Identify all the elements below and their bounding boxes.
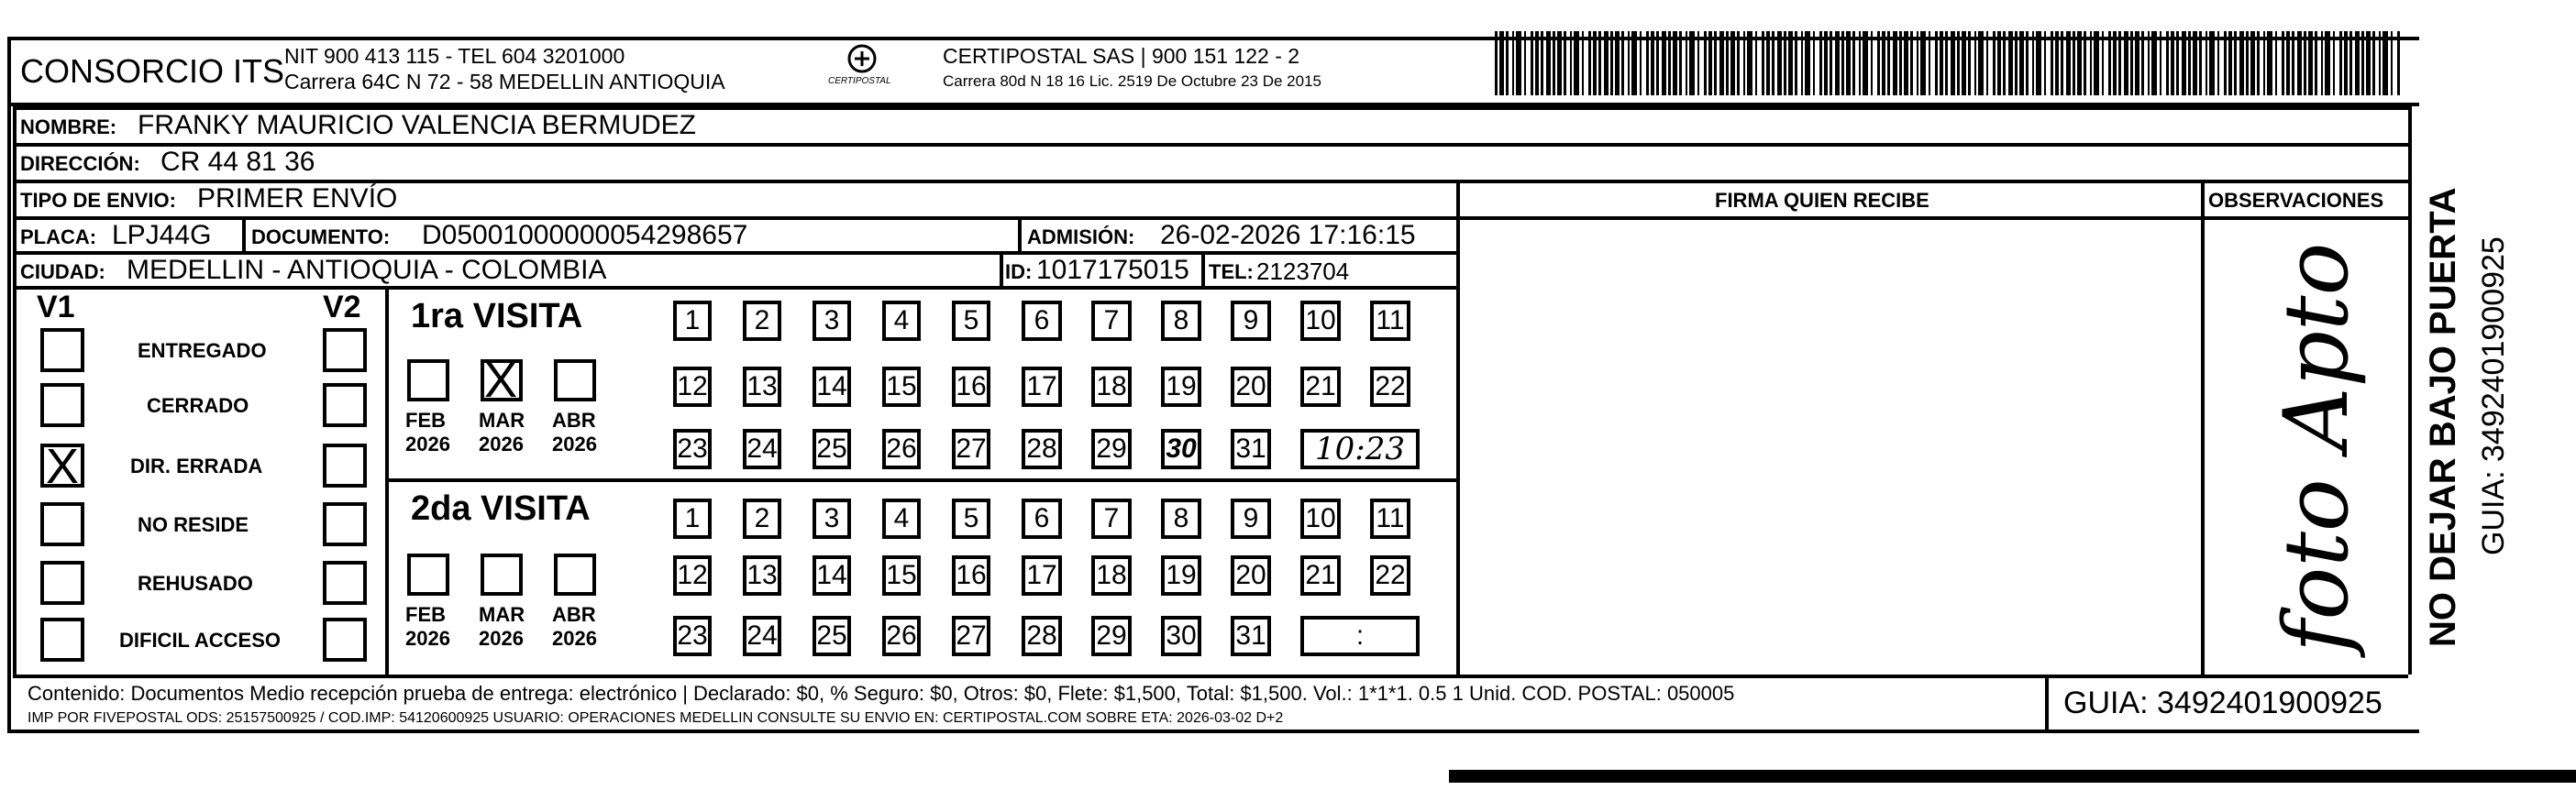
barcode-bar — [2224, 31, 2227, 95]
visita1-day-box[interactable]: 5 — [952, 301, 990, 341]
barcode-bar — [1846, 31, 1851, 95]
v1-checkbox[interactable] — [40, 618, 84, 662]
barcode-bar — [1887, 31, 1890, 95]
barcode-bar — [1997, 31, 2001, 95]
barcode-bar — [1574, 31, 1579, 95]
tipo-label: TIPO DE ENVIO: — [20, 189, 176, 212]
barcode-bar — [1621, 31, 1624, 95]
barcode-bar — [2257, 31, 2260, 95]
barcode-bar — [2182, 31, 2186, 95]
observaciones-header: OBSERVACIONES — [2208, 189, 2384, 212]
company-nit: NIT 900 413 115 - TEL 604 3201000 — [284, 44, 625, 68]
barcode-bar — [2051, 31, 2053, 95]
v1-checkbox[interactable] — [40, 328, 84, 372]
barcode-bar — [1835, 31, 1840, 95]
company-name: CONSORCIO ITS — [20, 52, 285, 90]
visita1-day-box[interactable]: 15 — [882, 367, 921, 407]
barcode-bar — [2315, 31, 2317, 95]
barcode-bar — [2036, 31, 2041, 95]
barcode-bar — [2397, 31, 2400, 95]
visita2-day-box[interactable]: 23 — [673, 616, 712, 656]
visita1-day-box[interactable]: 20 — [1231, 367, 1271, 407]
barcode-bar — [1689, 31, 1695, 95]
admision-value: 26-02-2026 17:16:15 — [1160, 220, 1416, 250]
barcode-bar — [2113, 31, 2117, 95]
company-address: Carrera 64C N 72 - 58 MEDELLIN ANTIOQUIA — [284, 70, 725, 93]
barcode-bar — [1784, 31, 1786, 95]
visita2-title: 2da VISITA — [411, 489, 591, 528]
visita2-day-box[interactable]: 29 — [1091, 616, 1132, 656]
barcode-bar — [1993, 31, 1996, 95]
barcode-bar — [1819, 31, 1822, 95]
barcode-bar — [2250, 31, 2255, 95]
barcode-bar — [2286, 31, 2290, 95]
status-label: DIFICIL ACCESO — [119, 629, 282, 652]
barcode-bar — [2304, 31, 2306, 95]
firma-header: FIRMA QUIEN RECIBE — [1715, 189, 1929, 212]
v1-header: V1 — [37, 290, 75, 324]
barcode-bar — [2193, 31, 2197, 95]
visita1-title: 1ra VISITA — [411, 297, 583, 335]
visita1-day-box[interactable]: 4 — [882, 301, 921, 341]
barcode-bar — [1863, 31, 1868, 95]
visita2-day-box[interactable]: 15 — [882, 555, 921, 596]
barcode-bar — [2061, 31, 2063, 95]
visita1-day-box[interactable]: 27 — [952, 429, 990, 469]
footer-line2: IMP POR FIVEPOSTAL ODS: 25157500925 / COD.IMP: 54120600925 USUARIO: OPERACIONES MEDELLIN CONSULTE SU ENVIO EN: CERTIPOSTAL.COM SOBRE ETA: 2026-03-02 D+2 — [28, 710, 1284, 726]
barcode — [1495, 31, 2403, 95]
barcode-bar — [2199, 31, 2202, 95]
visita2-day-box[interactable]: 18 — [1091, 555, 1132, 596]
visita2-day-box[interactable]: 20 — [1231, 555, 1271, 596]
barcode-bar — [2379, 31, 2381, 95]
barcode-bar — [2282, 31, 2284, 95]
direccion-value: CR 44 81 36 — [160, 147, 315, 177]
barcode-bar — [1598, 31, 1601, 95]
barcode-bar — [1859, 31, 1861, 95]
barcode-bar — [2321, 31, 2323, 95]
visita2-day-box[interactable]: 13 — [743, 555, 781, 596]
barcode-bar — [2217, 31, 2219, 95]
visita1-day-box[interactable]: 11 — [1370, 301, 1410, 341]
visita1-day-box[interactable]: 17 — [1022, 367, 1062, 407]
barcode-bar — [1974, 31, 1976, 95]
barcode-bar — [1506, 31, 1509, 95]
visita1-day-box[interactable]: 25 — [813, 429, 851, 469]
barcode-bar — [1910, 31, 1913, 95]
barcode-bar — [1708, 31, 1712, 95]
visita1-year-label: 2026 — [405, 433, 450, 455]
visita2-month-label: MAR — [479, 603, 525, 626]
visita2-year-label: 2026 — [479, 627, 524, 650]
visita1-day-box[interactable]: 14 — [813, 367, 851, 407]
visita1-day-box[interactable]: 7 — [1091, 301, 1132, 341]
visita1-day-box[interactable]: 9 — [1231, 301, 1271, 341]
visita2-day-box[interactable]: 19 — [1161, 555, 1201, 596]
barcode-bar — [1535, 31, 1539, 95]
visita1-day-box[interactable]: 16 — [952, 367, 990, 407]
barcode-bar — [2066, 31, 2071, 95]
barcode-bar — [1893, 31, 1897, 95]
visita1-day-box[interactable]: 31 — [1231, 429, 1271, 469]
barcode-bar — [1951, 31, 1955, 95]
barcode-bar — [1968, 31, 1971, 95]
visita1-day-box[interactable]: 19 — [1161, 367, 1201, 407]
barcode-bar — [1570, 31, 1572, 95]
v2-checkbox[interactable] — [323, 618, 367, 662]
barcode-bar — [1656, 31, 1659, 95]
barcode-bar — [1714, 31, 1717, 95]
visita2-day-box[interactable]: 14 — [813, 555, 851, 596]
barcode-bar — [1686, 31, 1687, 95]
barcode-bar — [2267, 31, 2272, 95]
barcode-bar — [1668, 31, 1671, 95]
barcode-bar — [1651, 31, 1654, 95]
barcode-bar — [1495, 31, 1498, 95]
visita2-month-label: FEB — [405, 603, 446, 626]
barcode-bar — [2246, 31, 2249, 95]
visita2-day-box[interactable]: 11 — [1370, 499, 1410, 539]
barcode-bar — [2108, 31, 2111, 95]
direccion-label: DIRECCIÓN: — [20, 152, 140, 175]
barcode-bar — [2209, 31, 2215, 95]
certipostal-line2: Carrera 80d N 18 16 Lic. 2519 De Octubre 23 De 2015 — [943, 72, 1321, 90]
visita1-day-box[interactable]: 2 — [743, 301, 781, 341]
barcode-bar — [1610, 31, 1613, 95]
barcode-bar — [2141, 31, 2144, 95]
visita2-day-box[interactable]: 30 — [1161, 616, 1201, 656]
bottom-strip — [1449, 770, 2576, 783]
side-warning: NO DEJAR BAJO PUERTA — [2423, 187, 2463, 647]
v1-checkbox[interactable] — [40, 561, 84, 605]
visita2-day-box[interactable]: 27 — [952, 616, 990, 656]
tel-label: TEL: — [1209, 260, 1254, 283]
barcode-bar — [2118, 31, 2121, 95]
barcode-bar — [2124, 31, 2128, 95]
status-label: NO RESIDE — [138, 513, 249, 536]
barcode-bar — [1615, 31, 1620, 95]
v2-checkbox[interactable] — [323, 328, 367, 372]
visita1-day-box[interactable]: 24 — [743, 429, 781, 469]
visita2-day-box[interactable]: 26 — [882, 616, 921, 656]
barcode-bar — [1697, 31, 1699, 95]
visita1-year-label: 2026 — [552, 433, 597, 455]
visita2-day-box[interactable]: 16 — [952, 555, 990, 596]
footer-line1: Contenido: Documentos Medio recepción prueba de entrega: electrónico | Declarado: $0, % Seguro: $0, Otros: $0, Flete: $1,500, Total: $1,500. Vol.: 1*1*1. 0.5 1 Unid. COD. POSTAL: 050005 — [28, 682, 1735, 705]
visita2-day-box[interactable]: 5 — [952, 499, 990, 539]
barcode-bar — [1743, 31, 1745, 95]
observacion-handwriting: foto Apto — [2265, 242, 2368, 653]
barcode-bar — [2084, 31, 2086, 95]
barcode-bar — [1871, 31, 1873, 95]
visita2-day-box[interactable]: 8 — [1161, 499, 1201, 539]
id-label: ID: — [1005, 260, 1033, 283]
barcode-bar — [1588, 31, 1591, 95]
v1-checkmark: X — [46, 439, 80, 494]
status-label: DIR. ERRADA — [130, 455, 263, 477]
barcode-bar — [2355, 31, 2360, 95]
logo-text: CERTIPOSTAL — [828, 76, 891, 86]
visita2-month-checkbox[interactable] — [407, 554, 449, 596]
barcode-bar — [1631, 31, 1637, 95]
visita2-day-box[interactable]: 3 — [813, 499, 851, 539]
barcode-bar — [1824, 31, 1828, 95]
barcode-bar — [1673, 31, 1677, 95]
barcode-bar — [2383, 31, 2388, 95]
barcode-bar — [1557, 31, 1562, 95]
barcode-bar — [1945, 31, 1948, 95]
v1-checkbox[interactable] — [40, 383, 84, 427]
v2-checkbox[interactable] — [323, 383, 367, 427]
side-guia: GUIA: 3492401900925 — [2476, 236, 2511, 555]
visita1-time-box[interactable]: 10:23 — [1300, 429, 1420, 469]
barcode-bar — [1940, 31, 1943, 95]
barcode-bar — [1962, 31, 1966, 95]
barcode-bar — [1640, 31, 1642, 95]
barcode-bar — [1524, 31, 1526, 95]
visita1-month-label: FEB — [405, 409, 446, 432]
id-value: 1017175015 — [1036, 255, 1189, 285]
placa-value: LPJ44G — [112, 220, 212, 250]
barcode-bar — [1546, 31, 1551, 95]
documento-label: DOCUMENTO: — [251, 225, 391, 248]
visita1-day-box[interactable]: 22 — [1370, 367, 1410, 407]
footer-guia: GUIA: 3492401900925 — [2063, 686, 2383, 720]
barcode-bar — [1726, 31, 1729, 95]
visita2-day-box[interactable]: 21 — [1300, 555, 1341, 596]
barcode-bar — [2391, 31, 2393, 95]
barcode-bar — [1516, 31, 1521, 95]
barcode-bar — [2148, 31, 2150, 95]
barcode-bar — [1899, 31, 1902, 95]
barcode-bar — [1957, 31, 1960, 95]
barcode-bar — [2090, 31, 2092, 95]
visita1-day-box[interactable]: 28 — [1022, 429, 1062, 469]
barcode-bar — [1755, 31, 1757, 95]
visita1-day-box[interactable]: 8 — [1161, 301, 1201, 341]
barcode-bar — [1920, 31, 1926, 95]
barcode-bar — [1877, 31, 1880, 95]
admision-label: ADMISIÓN: — [1027, 225, 1135, 248]
tel-value: 2123704 — [1256, 258, 1350, 285]
visita2-month-label: ABR — [552, 603, 596, 626]
barcode-bar — [2019, 31, 2024, 95]
visita2-year-label: 2026 — [405, 627, 450, 650]
barcode-bar — [1813, 31, 1815, 95]
v2-header: V2 — [323, 290, 361, 324]
barcode-bar — [2166, 31, 2169, 95]
tipo-value: PRIMER ENVÍO — [197, 183, 398, 214]
barcode-bar — [1986, 31, 1988, 95]
visita2-time-box[interactable]: : — [1300, 616, 1420, 656]
v2-checkbox[interactable] — [323, 561, 367, 605]
visita1-day-box[interactable]: 1 — [673, 301, 712, 341]
visita1-day-box[interactable]: 13 — [743, 367, 781, 407]
barcode-bar — [2239, 31, 2244, 95]
barcode-bar — [1795, 31, 1797, 95]
barcode-bar — [2094, 31, 2099, 95]
visita1-month-label: ABR — [552, 409, 596, 432]
barcode-bar — [1805, 31, 1810, 95]
visita1-day-box[interactable]: 6 — [1022, 301, 1062, 341]
visita1-month-checkbox[interactable] — [554, 359, 596, 401]
visita2-day-box[interactable]: 24 — [743, 616, 781, 656]
barcode-bar — [1935, 31, 1938, 95]
left-border — [7, 37, 11, 733]
barcode-bar — [1679, 31, 1682, 95]
barcode-bar — [2015, 31, 2018, 95]
barcode-bar — [2275, 31, 2277, 95]
barcode-bar — [2333, 31, 2335, 95]
barcode-bar — [2102, 31, 2104, 95]
barcode-bar — [1978, 31, 1984, 95]
barcode-bar — [2135, 31, 2139, 95]
barcode-bar — [1499, 31, 1504, 95]
visita2-day-box[interactable]: 9 — [1231, 499, 1271, 539]
visita1-year-label: 2026 — [479, 433, 524, 455]
barcode-bar — [2308, 31, 2313, 95]
ciudad-label: CIUDAD: — [20, 260, 105, 283]
barcode-bar — [1704, 31, 1707, 95]
barcode-bar — [1777, 31, 1782, 95]
visita1-month-checkbox[interactable] — [407, 359, 449, 401]
visita1-day-box[interactable]: 18 — [1091, 367, 1132, 407]
status-label: ENTREGADO — [138, 339, 267, 362]
barcode-bar — [1512, 31, 1514, 95]
visita1-day-box[interactable]: 30 — [1161, 429, 1201, 469]
barcode-bar — [1737, 31, 1740, 95]
v2-checkbox[interactable] — [323, 502, 367, 546]
visita1-day-box[interactable]: 10 — [1300, 301, 1341, 341]
barcode-bar — [2361, 31, 2364, 95]
certipostal-line1: CERTIPOSTAL SAS | 900 151 122 - 2 — [943, 44, 1300, 68]
barcode-bar — [1904, 31, 1908, 95]
visita1-month-label: MAR — [479, 409, 525, 432]
barcode-bar — [2151, 31, 2157, 95]
barcode-bar — [1917, 31, 1918, 95]
visita2-year-label: 2026 — [552, 627, 597, 650]
barcode-bar — [2349, 31, 2352, 95]
barcode-bar — [2176, 31, 2179, 95]
barcode-bar — [1593, 31, 1597, 95]
visita2-day-box[interactable]: 4 — [882, 499, 921, 539]
barcode-bar — [1541, 31, 1543, 95]
barcode-bar — [1646, 31, 1649, 95]
barcode-bar — [2160, 31, 2161, 95]
barcode-bar — [2234, 31, 2237, 95]
status-label: REHUSADO — [138, 572, 253, 595]
barcode-bar — [1882, 31, 1885, 95]
barcode-bar — [1801, 31, 1803, 95]
barcode-bar — [2032, 31, 2034, 95]
visita2-month-checkbox[interactable] — [554, 554, 596, 596]
visita2-day-box[interactable]: 31 — [1231, 616, 1271, 656]
visita1-day-box[interactable]: 3 — [813, 301, 851, 341]
visita2-day-box[interactable]: 7 — [1091, 499, 1132, 539]
visita2-day-box[interactable]: 2 — [743, 499, 781, 539]
barcode-bar — [1553, 31, 1555, 95]
barcode-bar — [1719, 31, 1724, 95]
barcode-bar — [2003, 31, 2006, 95]
barcode-bar — [1766, 31, 1770, 95]
barcode-bar — [1772, 31, 1774, 95]
barcode-bar — [1582, 31, 1584, 95]
barcode-bar — [1841, 31, 1844, 95]
barcode-bar — [1662, 31, 1666, 95]
barcode-bar — [2026, 31, 2029, 95]
visita2-day-box[interactable]: 6 — [1022, 499, 1062, 539]
barcode-bar — [1604, 31, 1609, 95]
barcode-bar — [1531, 31, 1533, 95]
barcode-bar — [2292, 31, 2294, 95]
barcode-bar — [1747, 31, 1752, 95]
barcode-bar — [2077, 31, 2082, 95]
documento-value: D05001000000054298657 — [422, 220, 748, 250]
visita1-day-box[interactable]: 26 — [882, 429, 921, 469]
status-label: CERRADO — [147, 394, 249, 417]
v2-checkbox[interactable] — [323, 444, 367, 488]
visita1-day-box[interactable]: 29 — [1091, 429, 1132, 469]
barcode-bar — [2044, 31, 2046, 95]
barcode-bar — [2008, 31, 2013, 95]
visita2-day-box[interactable]: 25 — [813, 616, 851, 656]
visita2-day-box[interactable]: 10 — [1300, 499, 1341, 539]
visita1-day-box[interactable]: 21 — [1300, 367, 1341, 407]
barcode-bar — [2206, 31, 2207, 95]
barcode-bar — [1730, 31, 1735, 95]
ciudad-value: MEDELLIN - ANTIOQUIA - COLOMBIA — [127, 255, 607, 285]
visita2-month-checkbox[interactable] — [481, 554, 523, 596]
barcode-bar — [2297, 31, 2302, 95]
barcode-bar — [2130, 31, 2133, 95]
bottom-border — [7, 730, 2419, 733]
barcode-bar — [1564, 31, 1566, 95]
visita2-day-box[interactable]: 1 — [673, 499, 712, 539]
barcode-bar — [1852, 31, 1855, 95]
placa-label: PLACA: — [20, 225, 97, 248]
visita2-day-box[interactable]: 28 — [1022, 616, 1062, 656]
barcode-bar — [2188, 31, 2191, 95]
visita2-day-box[interactable]: 12 — [673, 555, 712, 596]
barcode-bar — [2263, 31, 2265, 95]
visita1-day-box[interactable]: 23 — [673, 429, 712, 469]
barcode-bar — [2171, 31, 2174, 95]
barcode-bar — [2055, 31, 2059, 95]
barcode-bar — [2325, 31, 2330, 95]
nombre-value: FRANKY MAURICIO VALENCIA BERMUDEZ — [138, 110, 696, 140]
barcode-bar — [1830, 31, 1832, 95]
barcode-bar — [1628, 31, 1630, 95]
barcode-bar — [2228, 31, 2232, 95]
barcode-bar — [2344, 31, 2348, 95]
visita1-month-mark: X — [484, 353, 518, 408]
nombre-label: NOMBRE: — [20, 115, 117, 138]
visita1-day-box[interactable]: 12 — [673, 367, 712, 407]
barcode-bar — [2073, 31, 2075, 95]
barcode-bar — [1929, 31, 1930, 95]
certipostal-logo — [821, 40, 903, 95]
barcode-bar — [2339, 31, 2342, 95]
barcode-bar — [1788, 31, 1793, 95]
v1-checkbox[interactable] — [40, 502, 84, 546]
visita2-day-box[interactable]: 22 — [1370, 555, 1410, 596]
visita2-day-box[interactable]: 17 — [1022, 555, 1062, 596]
barcode-bar — [2366, 31, 2371, 95]
barcode-bar — [2372, 31, 2375, 95]
barcode-bar — [1762, 31, 1764, 95]
